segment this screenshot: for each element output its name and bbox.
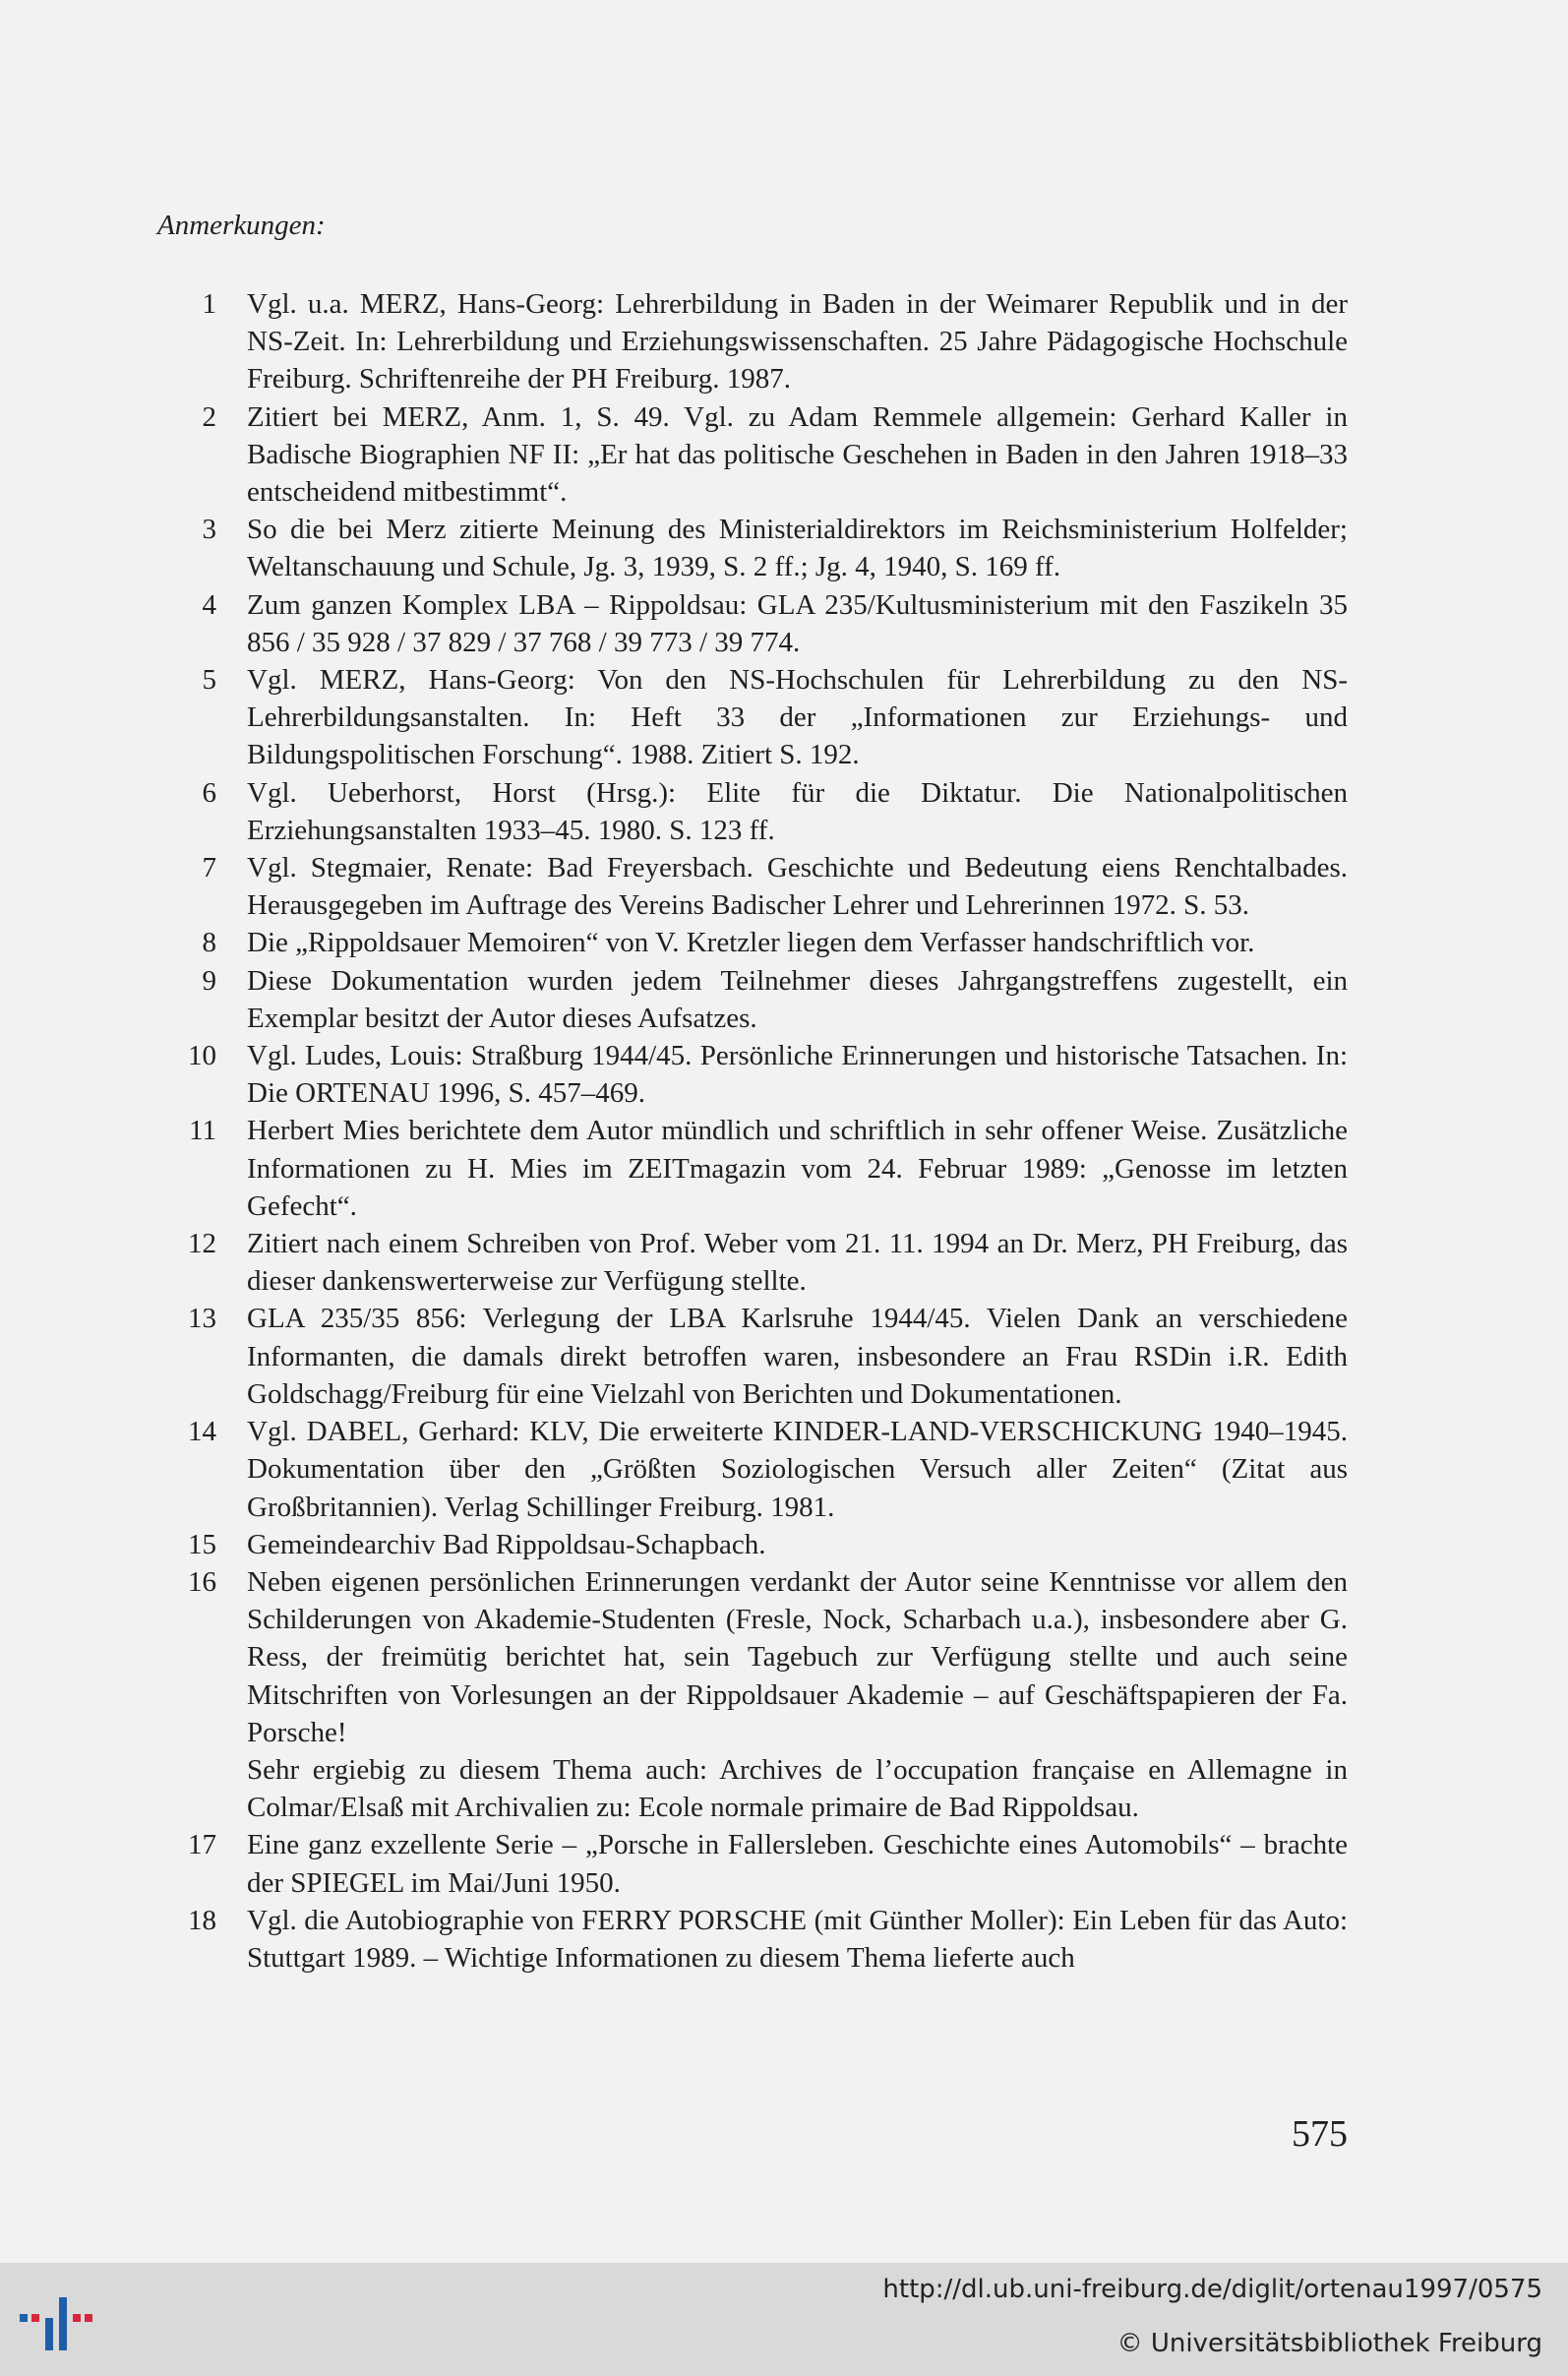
footnote-text [247,1563,1348,1826]
footnote-number: 6 [202,776,216,809]
footnote-number: 3 [202,514,216,546]
footnote-item [157,924,1348,961]
footnote-item [157,1300,1348,1413]
footnote-text: Vgl. die Autobiographie von FERRY PORSCHE (mit Günther Moller): Ein Leben für das Auto: Stuttgart 1989. – Wichtige Informationen zu diesem Thema lieferte auch [247,1904,1348,1974]
footnote-item [157,1037,1348,1112]
footnote-number: 11 [189,1115,216,1147]
footnote-text: Diese Dokumentation wurden jedem Teilnehmer dieses Jahrgangstreffens zugestellt, ein Exemplar besitzt der Autor dieses Aufsatzes. [247,964,1348,1034]
footnote-text: So die bei Merz zitierte Meinung des Ministerialdirektors im Reichsministerium Holfelder; Weltanschauung und Schule, Jg. 3, 1939, S. 2 ff.; Jg. 4, 1940, S. 169 ff. [247,514,1348,583]
footnote-number: 18 [188,1904,216,1936]
footnote-text: Vgl. MERZ, Hans-Georg: Von den NS-Hochschulen für Lehrerbildung zu den NS-Lehrerbildungsanstalten. In: Heft 33 der „Informationen zur Erziehungs- und Bildungspolitischen Forschung“. 1988. Zitiert S. 192. [247,664,1348,771]
library-footer-bar [0,2263,1568,2376]
footnote-item [157,1563,1348,1826]
footnote-text: Zitiert nach einem Schreiben von Prof. Weber vom 21. 11. 1994 an Dr. Merz, PH Freiburg, das dieser dankenswerterweise zur Verfügung stellte. [247,1228,1348,1298]
footnote-text: Zum ganzen Komplex LBA – Rippoldsau: GLA 235/Kultusministerium mit den Faszikeln 35 856 / 35 928 / 37 829 / 37 768 / 39 773 / 39 774. [247,588,1348,658]
footnote-number: 5 [202,664,216,697]
footnote-text: Vgl. u.a. MERZ, Hans-Georg: Lehrerbildung in Baden in der Weimarer Republik und in der NS-Zeit. In: Lehrerbildung und Erziehungswissenschaften. 25 Jahre Pädagogische Hochschule Freiburg. Schriftenreihe der PH Freiburg. 1987. [247,288,1348,396]
footnote-text: Vgl. Ueberhorst, Horst (Hrsg.): Elite für die Diktatur. Die Nationalpolitischen Erziehungsanstalten 1933–45. 1980. S. 123 ff. [247,776,1348,846]
ub-freiburg-logo-icon [18,2295,98,2352]
source-url-link[interactable]: http://dl.ub.uni-freiburg.de/diglit/ortenau1997/0575 [882,2275,1542,2304]
footnote-item [157,1413,1348,1526]
footnote-text: Vgl. DABEL, Gerhard: KLV, Die erweiterte KINDER-LAND-VERSCHICKUNG 1940–1945. Dokumentation über den „Größten Soziologischen Versuch aller Zeiten“ (Zitat aus Großbritannien). Verlag Schillinger Freiburg. 1981. [247,1416,1348,1523]
footnote-number: 15 [188,1528,216,1560]
footnote-number: 8 [202,927,216,959]
footnote-number: 2 [202,400,216,433]
footnote-text: Eine ganz exzellente Serie – „Porsche in Fallersleben. Geschichte eines Automobils“ – brachte der SPIEGEL im Mai/Juni 1950. [247,1829,1348,1899]
footnote-paragraph: Neben eigenen persönlichen Erinnerungen verdankt der Autor seine Kenntnisse vor allem den Schilderungen von Akademie-Studenten (Fresle, Nock, Scharbach u.a.), insbesondere aber G. Ress, der freimütig berichtet hat, sein Tagebuch zur Verfügung stellte und auch seine Mitschriften von Vorlesungen an der Rippoldsauer Akademie – auf Geschäftspapieren der Fa. Porsche! [247,1565,1348,1748]
page-number: 575 [1292,2113,1348,2155]
footnote-text: Gemeindearchiv Bad Rippoldsau-Schapbach. [247,1528,766,1560]
notes-heading: Anmerkungen: [157,210,326,241]
footnote-text: Zitiert bei MERZ, Anm. 1, S. 49. Vgl. zu Adam Remmele allgemein: Gerhard Kaller in Badische Biographien NF II: „Er hat das politische Geschehen in Baden in den Jahren 1918–33 entscheidend mitbestimmt“. [247,400,1348,509]
footnote-item [157,398,1348,512]
footnote-item [157,285,1348,398]
footnote-item [157,1826,1348,1901]
copyright-notice: © Universitätsbibliothek Freiburg [1116,2329,1542,2358]
footnote-item [157,511,1348,585]
footnote-item [157,849,1348,924]
footnote-number: 17 [188,1829,216,1861]
footnote-text: GLA 235/35 856: Verlegung der LBA Karlsruhe 1944/45. Vielen Dank an verschiedene Informanten, die damals direkt betroffen waren, insbesondere an Frau RSDin i.R. Edith Goldschagg/Freiburg für eine Vielzahl von Berichten und Dokumentationen. [247,1303,1348,1410]
footnote-paragraph: Sehr ergiebig zu diesem Thema auch: Archives de l’occupation française en Allemagne in Colmar/Elsaß mit Archivalien zu: Ecole normale primaire de Bad Rippoldsau. [247,1753,1348,1824]
footnote-item [157,1112,1348,1225]
footnote-item [157,1225,1348,1300]
footnote-list [157,285,1348,1977]
footnote-number: 16 [188,1565,216,1598]
footnote-item [157,586,1348,661]
footnote-number: 10 [188,1040,216,1072]
footnote-number: 1 [202,288,216,320]
footnote-item [157,661,1348,774]
footnote-number: 7 [202,852,216,884]
footnote-number: 4 [202,588,216,621]
footnote-text: Herbert Mies berichtete dem Autor mündlich und schriftlich in sehr offener Weise. Zusätzliche Informationen zu H. Mies im ZEITmagazin vom 24. Februar 1989: „Genosse im letzten Gefecht“. [247,1115,1348,1222]
footnote-item [157,1526,1348,1563]
footnote-text: Die „Rippoldsauer Memoiren“ von V. Kretzler liegen dem Verfasser handschriftlich vor. [247,927,1255,959]
footnote-text: Vgl. Stegmaier, Renate: Bad Freyersbach. Geschichte und Bedeutung eiens Renchtalbades. Herausgegeben im Auftrage des Vereins Badischer Lehrer und Lehrerinnen 1972. S. 53. [247,852,1348,922]
footnote-number: 14 [188,1416,216,1448]
footnote-number: 12 [188,1228,216,1260]
footnote-item [157,962,1348,1037]
footnote-number: 13 [188,1303,216,1335]
footnote-text: Vgl. Ludes, Louis: Straßburg 1944/45. Persönliche Erinnerungen und historische Tatsachen. In: Die ORTENAU 1996, S. 457–469. [247,1040,1348,1110]
footnote-item [157,1902,1348,1977]
footnote-item [157,774,1348,849]
footnote-number: 9 [202,964,216,997]
